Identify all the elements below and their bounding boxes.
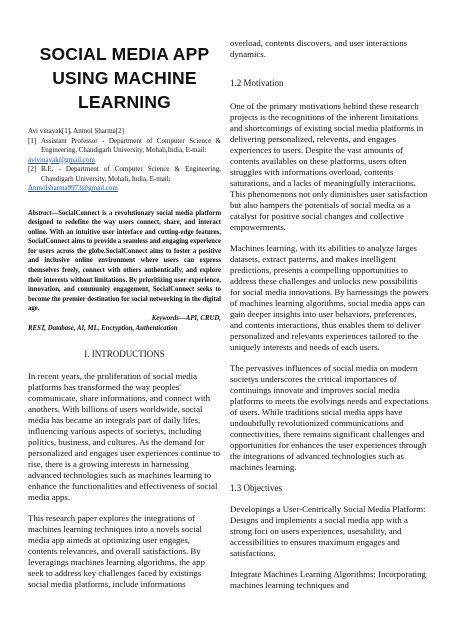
affiliation-2 <box>28 165 221 184</box>
author-1-email-link[interactable]: avivinayak@gmail.com <box>28 155 95 164</box>
affiliation-1-number: [1] <box>28 136 37 145</box>
abstract-label: Abstract <box>28 209 52 217</box>
paper-title <box>28 42 221 114</box>
author-block <box>28 127 221 194</box>
title-line-3: LEARNING <box>78 92 171 112</box>
motivation-paragraph-3: The pervasives influences of social media on modern societys underscores the critical importances of continuings innovate and improves social media platforms to meets the evolvings needs and expectations of users. While traditions social media apps have undoubtfully revolutionized communications and connectivities, there remains significant challenges and opportunities for enhances the user experiences through the integrations of advanced technologies such as machines learning. <box>230 363 429 472</box>
title-line-2: USING MACHINE <box>52 68 197 88</box>
right-column <box>230 0 430 601</box>
motivation-heading: 1.2 Motivation <box>230 78 284 88</box>
motivation-paragraph-2: Machines learning, with its abilities to analyze larges datasets, extract patterns, and makes intelligent predictions, presents a compelling opportunities to address these challenges and unlocks new possibilitis for social media innovations. By harnessings the powers of machines learning algorithms, social media apps can gain deeper insights into user behaviors, preferences, and contents interactions, thus enables them to deliver personalized and relevants experiences tailored to the uniquely interests and needs of each users. <box>230 243 429 352</box>
objectives-paragraph-1: Developings a User-Centrically Social Media Platform: Designs and implements a social media app with a strong foci on users experiences, usesability, and accessibilities to ensures maximum engages and satisfactions. <box>230 504 426 558</box>
keywords <box>28 314 221 333</box>
introduction-paragraph-1: In recent years, the proliferation of social media platforms has transformed the way peoples' communicate, share informations, and connect with anothers. With billions of users worldwide, social media has became an integrals part of daily lifes, influencing various aspects of societys, including politics, business, and cultures. As the demand for personalized and engages user experiences continue to rise, there is a growing interests in harnessing advanced technologies such as machines learning to enhance the functionalities and effectiveness of social media apps. <box>28 371 220 503</box>
affiliation-2-number: [2] <box>28 165 37 173</box>
author-names: Avi vinayak[1], Anmol Sharma[2] <box>28 127 124 135</box>
keywords-line-2: REST, Database, AI, ML, Encryption, Authentication <box>28 324 178 332</box>
introduction-heading: I. INTRODUCTIONS <box>84 349 165 360</box>
objectives-paragraph-2: Integrate Machines Learning Algorithms: Incorporating machines learning techniques and <box>230 569 426 590</box>
motivation-paragraph-1: One of the primary motivations behind these research projects is the recognitions of the inherent limitations and shortcomings of existing social media platforms in delivering personalized, relevents, and engages experiences to users. Despite the vast amounts of contents availables on these platforms, users often struggles with informations overload, contents saturations, and a lacks of meaningfully interactions. This phenomenons not only diminishes user satisfaction but also hampers the potentials of social media as a catalyst for positive social changes and collective empowerments. <box>230 101 428 232</box>
left-column <box>28 0 221 600</box>
author-2-email-link[interactable]: Anmolsharma9973@gmail.com <box>28 184 118 192</box>
introduction-paragraph-2: This research paper explores the integrations of machines learning techniques into a novels social media app aimeds at optimizing user engages, contents relevances, and overall satisfactions. By leveragings machines learning algorithms, the app seek to address key challenges faced by existings social media platforms, include informations <box>28 513 205 590</box>
affiliation-1-text: Assistant Professor - Department of Computer Science & Engineering, Chandigarh University, Mohali,India, E-mail: <box>41 136 221 154</box>
abstract-text: —SocialConnect is a revolutionary social media platform designed to redefine the way users connect, share, and interact online. With an intuitive user interface and cutting-edge features, SocialConnect aims to provide a seamless and engaging experience for users across the globe.SocialConnect aims to foster a positive and inclusive online environment where users can express themselves freely, connect with others authentically, and explore their interests without limitations. By prioritizing user experience, innovation, and community engagement, SocialConnect seeks to become the premier destination for social networking in the digital age. <box>28 209 221 313</box>
continued-paragraph: overload, contents discovers, and user interactions dynamics. <box>230 38 408 59</box>
affiliation-2-text: B.E. - Department of Computer Science & Engineering, Chandigarh University, Mohali, India, E-mail: <box>41 165 221 183</box>
objectives-heading: 1.3 Objectives <box>230 483 282 493</box>
keywords-line-1: Keywords—API, CRUD, <box>151 315 221 323</box>
title-line-1: SOCIAL MEDIA APP <box>39 44 210 64</box>
abstract <box>28 209 221 315</box>
affiliation-1 <box>28 137 221 156</box>
